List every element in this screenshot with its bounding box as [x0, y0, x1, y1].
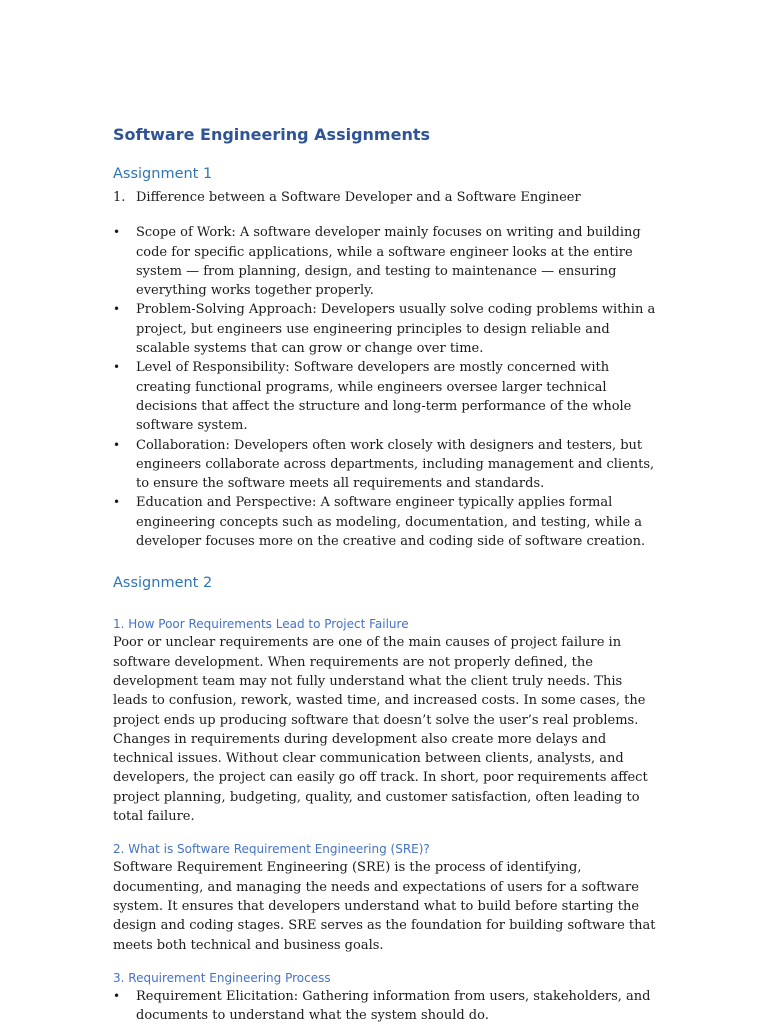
- list-item: [113, 987, 658, 1025]
- assignment-1-bullet-list: [113, 223, 658, 551]
- list-item-text: Scope of Work: A software developer mainly focuses on writing and building code for specific applications, while a software engineer looks at the entire system — from planning, design, and testing to maintenance — ensuring everything works together properly.: [136, 225, 641, 299]
- re-process-bullet-list: [113, 987, 658, 1025]
- section-body-sre: Software Requirement Engineering (SRE) is the process of identifying, documenting, and managing the needs and expectations of users for a software system. It ensures that developers understand what to build before starting the design and coding stages. SRE serves as the foundation for building software that meets both technical and business goals.: [113, 860, 656, 953]
- section-heading-sre: 2. What is Software Requirement Engineering (SRE)?: [113, 842, 430, 857]
- list-item-text: Level of Responsibility: Software developers are mostly concerned with creating functional programs, while engineers oversee larger technical decisions that affect the structure and long-term performance of the whole software system.: [136, 360, 632, 434]
- list-item-text: Education and Perspective: A software engineer typically applies formal engineering concepts such as modeling, documentation, and testing, while a developer focuses more on the creative and coding side of software creation.: [136, 495, 646, 550]
- section-heading-re-process: 3. Requirement Engineering Process: [113, 970, 331, 985]
- bullet-icon: •: [113, 495, 121, 510]
- bullet-icon: •: [113, 302, 121, 317]
- bullet-icon: •: [113, 437, 121, 452]
- list-item-text: Difference between a Software Developer and a Software Engineer: [136, 190, 581, 205]
- section-heading-poor-requirements: 1. How Poor Requirements Lead to Project Failure: [113, 617, 409, 632]
- list-item-text: Problem-Solving Approach: Developers usually solve coding problems within a project, but engineers use engineering principles to design reliable and scalable systems that can grow or change over time.: [136, 302, 656, 357]
- list-item: [113, 300, 658, 358]
- list-item: [113, 358, 658, 435]
- list-number: 1.: [113, 190, 126, 205]
- assignment-1-heading: Assignment 1: [113, 166, 213, 182]
- list-item: [113, 436, 658, 494]
- section-body-poor-requirements: Poor or unclear requirements are one of the main causes of project failure in software development. When requirements are not properly defined, the development team may not fully understand what the client truly needs. This leads to confusion, rework, wasted time, and increased costs. In some cases, the project ends up producing software that doesn’t solve the user’s real problems. Changes in requirements during development also create more delays and technical issues. Without clear communication between clients, analysts, and developers, the project can easily go off track. In short, poor requirements affect project planning, budgeting, quality, and customer satisfaction, often leading to total failure.: [113, 635, 648, 825]
- assignment-1-numbered-list: [113, 188, 658, 207]
- assignment-2-heading: Assignment 2: [113, 575, 213, 592]
- list-item-text: Requirement Elicitation: Gathering information from users, stakeholders, and documents to understand what the system should do.: [136, 988, 651, 1024]
- list-item-text: Collaboration: Developers often work closely with designers and testers, but engineers collaborate across departments, including management and clients, to ensure the software meets all requirements and standards.: [136, 437, 655, 492]
- numbered-item: [113, 188, 658, 207]
- list-item: [113, 493, 658, 551]
- document-title: Software Engineering Assignments: [113, 125, 430, 144]
- bullet-icon: •: [113, 225, 121, 240]
- list-item: [113, 223, 658, 300]
- bullet-icon: •: [113, 360, 121, 375]
- bullet-icon: •: [113, 988, 121, 1003]
